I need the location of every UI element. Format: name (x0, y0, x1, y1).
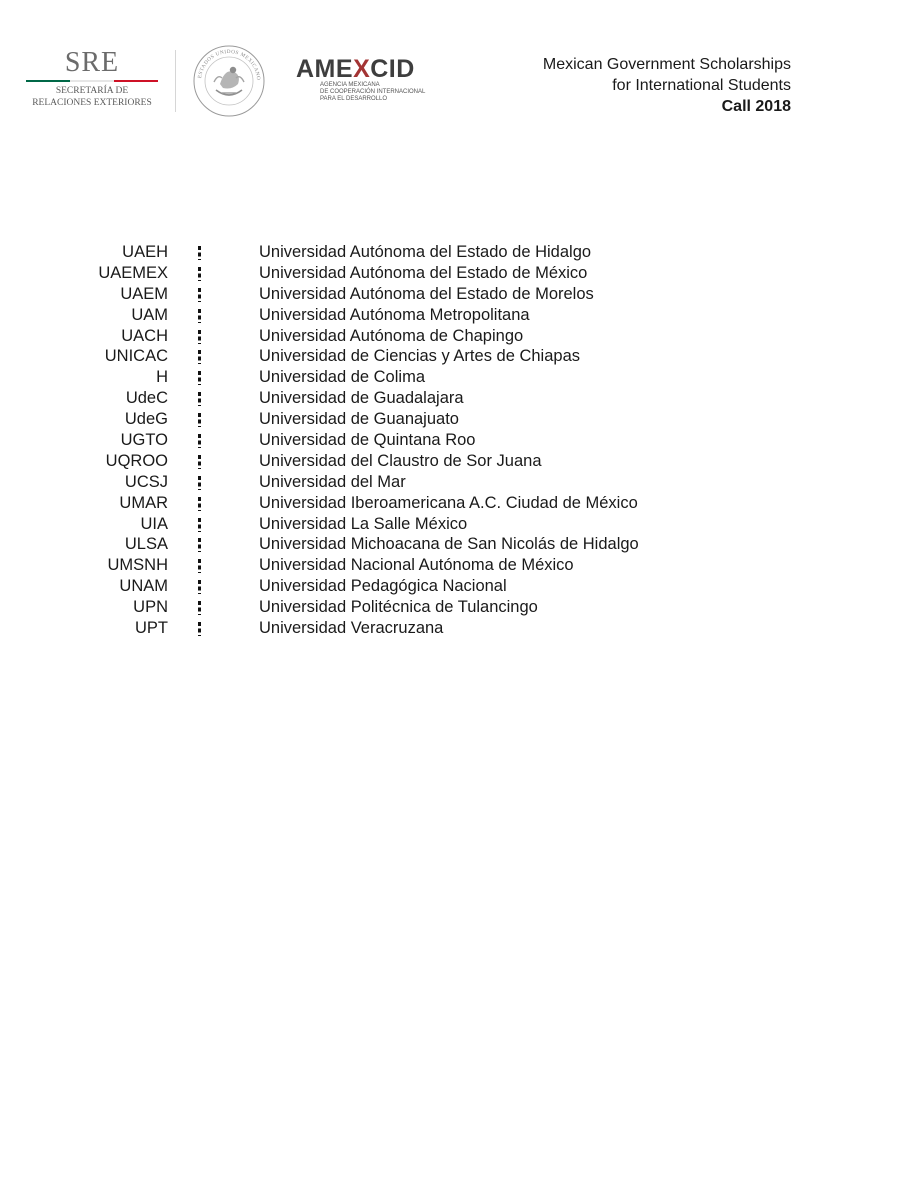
institution-row (0, 618, 918, 639)
institution-row (0, 367, 918, 388)
heading-call-year: Call 2018 (721, 98, 791, 115)
institution-row (0, 472, 918, 493)
institution-row (0, 409, 918, 430)
heading-line-1: Mexican Government Scholarships (542, 56, 791, 73)
amexcid-subtitle-3: PARA EL DESARROLLO (320, 96, 388, 102)
institution-name: Universidad Pedagógica Nacional (259, 577, 507, 596)
dashed-separator (198, 371, 201, 385)
institution-abbreviation: ULSA (124, 535, 168, 554)
institution-row (0, 346, 918, 367)
institution-name: Universidad Veracruzana (259, 619, 444, 638)
institution-row (0, 576, 918, 597)
institution-abbreviation: UdeC (125, 389, 168, 408)
institution-row (0, 305, 918, 326)
sre-bar-white (70, 80, 114, 82)
institution-name: Universidad de Ciencias y Artes de Chiapas (259, 347, 581, 366)
dashed-separator (198, 518, 201, 532)
institution-abbreviation: UMAR (119, 493, 168, 512)
institution-name: Universidad Autónoma Metropolitana (259, 305, 530, 324)
institution-abbreviation: UAEMEX (98, 263, 168, 282)
dashed-separator (198, 538, 201, 552)
institution-name: Universidad del Mar (259, 472, 406, 491)
institution-name: Universidad Autónoma de Chapingo (259, 326, 524, 345)
institution-row (0, 451, 918, 472)
institution-abbreviation: UNAM (119, 577, 168, 596)
institution-row (0, 388, 918, 409)
institution-name: Universidad del Claustro de Sor Juana (259, 451, 542, 470)
institution-abbreviation: UQROO (105, 451, 168, 470)
institution-row (0, 326, 918, 347)
dashed-separator (198, 622, 201, 636)
institution-abbreviation: H (156, 368, 168, 387)
dashed-separator (198, 601, 201, 615)
dashed-separator (198, 559, 201, 573)
amexcid-x-mark: X (353, 55, 371, 83)
amexcid-logo (296, 56, 436, 103)
sre-bar-green (26, 80, 70, 82)
amexcid-wordmark (296, 56, 436, 82)
logo-divider (175, 50, 176, 112)
institution-name: Universidad Politécnica de Tulancingo (259, 598, 538, 617)
dashed-separator (198, 267, 201, 281)
institution-abbreviation: UGTO (120, 431, 168, 450)
institution-name: Universidad Autónoma del Estado de México (259, 263, 588, 282)
institution-abbreviation: UACH (121, 326, 168, 345)
seal-arc-text: ESTADOS UNIDOS MEXICANO (197, 48, 262, 81)
amexcid-subtitle-2: DE COOPERACIÓN INTERNACIONAL (320, 89, 426, 95)
sre-bar-red (114, 80, 158, 82)
institution-abbreviation: UPN (133, 598, 168, 617)
dashed-separator (198, 413, 201, 427)
institution-row (0, 514, 918, 535)
dashed-separator (198, 392, 201, 406)
institution-name: Universidad Iberoamericana A.C. Ciudad de México (259, 493, 638, 512)
sre-logo-line1: SECRETARÍA DE (55, 86, 129, 96)
document-heading (543, 54, 791, 117)
institution-name: Universidad Nacional Autónoma de México (259, 556, 574, 575)
institution-abbreviation: UNICAC (104, 347, 168, 366)
amexcid-word-right: CID (370, 55, 415, 83)
sre-logo-title: SRE (64, 47, 120, 78)
institution-row (0, 534, 918, 555)
dashed-separator (198, 350, 201, 364)
institution-row (0, 242, 918, 263)
institution-row (0, 493, 918, 514)
institution-abbreviation: UdeG (124, 410, 168, 429)
institution-abbreviation: UAM (131, 305, 168, 324)
institution-name: Universidad de Guadalajara (259, 389, 464, 408)
institution-name: Universidad Autónoma del Estado de Hidalgo (259, 243, 592, 261)
institution-name: Universidad de Guanajuato (259, 410, 459, 429)
institution-abbreviation: UPT (135, 619, 168, 638)
dashed-separator (198, 580, 201, 594)
page-header (0, 0, 918, 130)
institution-row (0, 284, 918, 305)
dashed-separator (198, 455, 201, 469)
institution-abbreviation: UAEM (120, 284, 168, 303)
institution-name: Universidad La Salle México (259, 514, 468, 533)
institution-name: Universidad Michoacana de San Nicolás de Hidalgo (259, 535, 639, 554)
sre-logo-line2: RELACIONES EXTERIORES (32, 98, 152, 108)
institution-name: Universidad de Colima (259, 368, 425, 387)
dashed-separator (198, 330, 201, 344)
dashed-separator (198, 288, 201, 302)
dashed-separator (198, 246, 201, 260)
institution-abbreviation: UIA (140, 514, 168, 533)
institution-abbreviation: UCSJ (124, 472, 168, 491)
institution-row (0, 263, 918, 284)
institution-list (0, 242, 918, 639)
institution-row (0, 430, 918, 451)
mexican-coat-of-arms-seal-icon (192, 44, 266, 118)
amexcid-subtitle-1: AGENCIA MEXICANA (320, 82, 380, 88)
institution-name: Universidad de Quintana Roo (259, 431, 476, 450)
sre-logo-tricolor-bar (26, 80, 158, 82)
institution-name: Universidad Autónoma del Estado de Morelos (259, 284, 594, 303)
dashed-separator (198, 434, 201, 448)
dashed-separator (198, 497, 201, 511)
institution-abbreviation: UMSNH (107, 556, 168, 575)
sre-logo (24, 48, 160, 109)
dashed-separator (198, 309, 201, 323)
dashed-separator (198, 476, 201, 490)
institution-abbreviation: UAEH (122, 243, 168, 261)
heading-line-2: for International Students (612, 77, 791, 94)
amexcid-word-left: AME (296, 55, 354, 83)
institution-row (0, 597, 918, 618)
institution-row (0, 555, 918, 576)
